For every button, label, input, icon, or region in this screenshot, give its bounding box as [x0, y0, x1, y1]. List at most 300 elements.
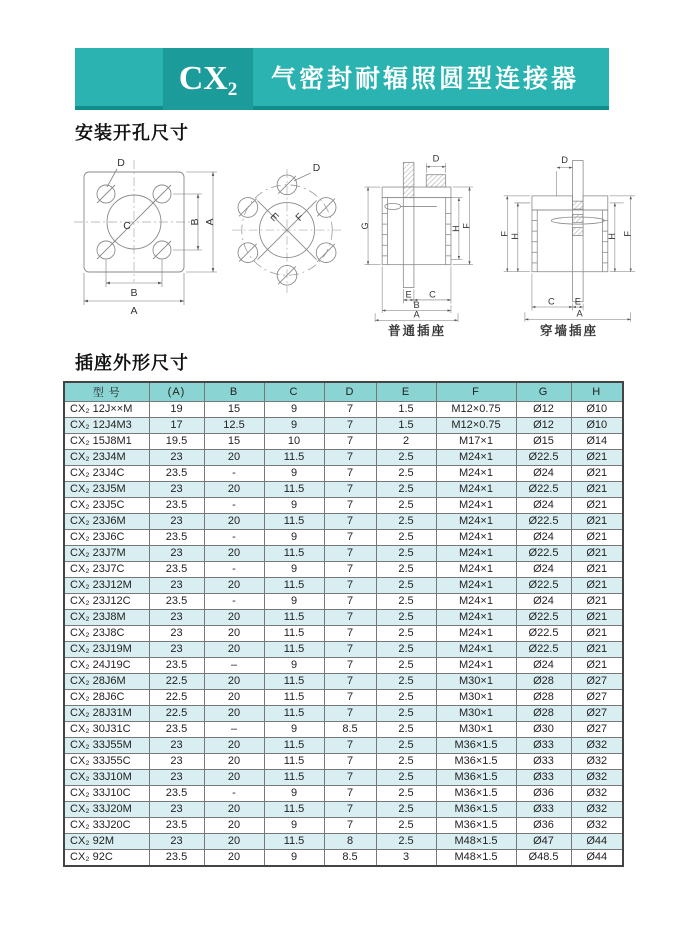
- model-cell: CX₂ 33J20C: [64, 817, 149, 833]
- value-cell: Ø21: [571, 561, 623, 577]
- value-cell: 15: [204, 433, 264, 449]
- model-cell: CX₂ 33J20M: [64, 801, 149, 817]
- value-cell: –: [204, 721, 264, 737]
- value-cell: 17: [149, 417, 204, 433]
- drawing-square-flange: [72, 150, 222, 318]
- value-cell: 9: [264, 593, 324, 609]
- value-cell: 20: [204, 545, 264, 561]
- value-cell: 23: [149, 801, 204, 817]
- dim-label-f: F: [461, 223, 472, 229]
- value-cell: 2.5: [376, 801, 436, 817]
- dim-label-h-left: H: [509, 233, 520, 240]
- value-cell: M12×0.75: [436, 417, 516, 433]
- dimension-lines: [504, 168, 635, 322]
- value-cell: Ø32: [571, 785, 623, 801]
- dimension-lines: [84, 172, 217, 305]
- centerlines: [232, 169, 342, 293]
- value-cell: 2.5: [376, 577, 436, 593]
- value-cell: Ø30: [516, 721, 571, 737]
- table-row: [64, 417, 623, 433]
- value-cell: Ø32: [571, 769, 623, 785]
- value-cell: Ø33: [516, 753, 571, 769]
- column-header: F: [436, 382, 516, 401]
- value-cell: 23.5: [149, 721, 204, 737]
- value-cell: 22.5: [149, 689, 204, 705]
- column-header: B: [204, 382, 264, 401]
- value-cell: Ø21: [571, 609, 623, 625]
- value-cell: -: [204, 593, 264, 609]
- column-header: G: [516, 382, 571, 401]
- value-cell: M24×1: [436, 449, 516, 465]
- value-cell: M24×1: [436, 497, 516, 513]
- table-row: [64, 577, 623, 593]
- table-row: [64, 609, 623, 625]
- value-cell: Ø24: [516, 561, 571, 577]
- value-cell: 9: [264, 785, 324, 801]
- value-cell: Ø32: [571, 801, 623, 817]
- model-cell: CX₂ 23J8C: [64, 625, 149, 641]
- series-logo-text: CX: [178, 60, 228, 97]
- dim-label-e: E: [405, 289, 412, 300]
- value-cell: M24×1: [436, 481, 516, 497]
- value-cell: 11.5: [264, 705, 324, 721]
- value-cell: M24×1: [436, 625, 516, 641]
- value-cell: M36×1.5: [436, 753, 516, 769]
- dim-label-f: F: [293, 211, 307, 224]
- dim-label-a-side: A: [204, 218, 216, 226]
- table-row: [64, 497, 623, 513]
- value-cell: Ø33: [516, 737, 571, 753]
- value-cell: 20: [204, 737, 264, 753]
- value-cell: 2.5: [376, 705, 436, 721]
- value-cell: 23.5: [149, 593, 204, 609]
- model-cell: CX₂ 28J6C: [64, 689, 149, 705]
- model-cell: CX₂ 92M: [64, 833, 149, 849]
- column-header: (A): [149, 382, 204, 401]
- value-cell: 2.5: [376, 481, 436, 497]
- value-cell: Ø44: [571, 849, 623, 866]
- value-cell: 20: [204, 673, 264, 689]
- value-cell: 23.5: [149, 561, 204, 577]
- value-cell: 20: [204, 689, 264, 705]
- value-cell: 9: [264, 401, 324, 417]
- value-cell: 2: [376, 433, 436, 449]
- dim-label-c: C: [429, 289, 436, 300]
- header-banner: [75, 48, 609, 110]
- value-cell: Ø21: [571, 641, 623, 657]
- table-row: [64, 849, 623, 866]
- value-cell: Ø24: [516, 529, 571, 545]
- dim-label-f-right: F: [622, 230, 633, 237]
- value-cell: Ø21: [571, 465, 623, 481]
- value-cell: 2.5: [376, 609, 436, 625]
- dim-label-d: D: [117, 157, 125, 169]
- value-cell: 8.5: [324, 849, 376, 866]
- model-cell: CX₂ 28J6M: [64, 673, 149, 689]
- dim-label-h: H: [450, 225, 461, 232]
- value-cell: 7: [324, 785, 376, 801]
- value-cell: Ø28: [516, 689, 571, 705]
- value-cell: 20: [204, 833, 264, 849]
- value-cell: 11.5: [264, 801, 324, 817]
- value-cell: 23.5: [149, 497, 204, 513]
- value-cell: 2.5: [376, 513, 436, 529]
- value-cell: M24×1: [436, 465, 516, 481]
- value-cell: 20: [204, 641, 264, 657]
- value-cell: 2.5: [376, 545, 436, 561]
- value-cell: 22.5: [149, 705, 204, 721]
- dim-label-d: D: [312, 163, 321, 175]
- column-header: 型 号: [64, 382, 149, 401]
- value-cell: Ø27: [571, 705, 623, 721]
- value-cell: 7: [324, 737, 376, 753]
- section-title-mounting: 安装开孔尺寸: [75, 123, 189, 143]
- value-cell: 7: [324, 545, 376, 561]
- value-cell: 2.5: [376, 641, 436, 657]
- value-cell: Ø24: [516, 465, 571, 481]
- value-cell: 7: [324, 513, 376, 529]
- value-cell: 9: [264, 497, 324, 513]
- value-cell: M36×1.5: [436, 817, 516, 833]
- value-cell: -: [204, 497, 264, 513]
- value-cell: 2.5: [376, 529, 436, 545]
- centerlines: [74, 160, 194, 282]
- model-cell: CX₂ 23J6M: [64, 513, 149, 529]
- value-cell: M24×1: [436, 577, 516, 593]
- dim-label-b: B: [130, 287, 138, 299]
- value-cell: 23.5: [149, 465, 204, 481]
- model-cell: CX₂ 23J5C: [64, 497, 149, 513]
- value-cell: Ø32: [571, 737, 623, 753]
- table-row: [64, 481, 623, 497]
- table-row: [64, 401, 623, 417]
- value-cell: 11.5: [264, 609, 324, 625]
- value-cell: Ø15: [516, 433, 571, 449]
- model-cell: CX₂ 23J6C: [64, 529, 149, 545]
- value-cell: 11.5: [264, 737, 324, 753]
- value-cell: 20: [204, 625, 264, 641]
- value-cell: 11.5: [264, 769, 324, 785]
- spec-table-head: [64, 382, 623, 401]
- value-cell: 11.5: [264, 449, 324, 465]
- value-cell: 11.5: [264, 833, 324, 849]
- table-row: [64, 785, 623, 801]
- value-cell: 9: [264, 529, 324, 545]
- value-cell: M30×1: [436, 673, 516, 689]
- value-cell: 8: [324, 833, 376, 849]
- model-cell: CX₂ 23J12C: [64, 593, 149, 609]
- value-cell: 10: [264, 433, 324, 449]
- value-cell: 9: [264, 465, 324, 481]
- table-row: [64, 529, 623, 545]
- model-cell: CX₂ 23J12M: [64, 577, 149, 593]
- value-cell: 2.5: [376, 673, 436, 689]
- table-row: [64, 513, 623, 529]
- value-cell: M36×1.5: [436, 769, 516, 785]
- value-cell: 20: [204, 449, 264, 465]
- dim-label-a: A: [576, 308, 583, 319]
- value-cell: 7: [324, 465, 376, 481]
- caption-throughwall-socket: 穿墙插座: [539, 324, 598, 338]
- model-cell: CX₂ 23J7M: [64, 545, 149, 561]
- value-cell: Ø27: [571, 673, 623, 689]
- value-cell: 23.5: [149, 529, 204, 545]
- value-cell: 9: [264, 561, 324, 577]
- value-cell: 20: [204, 817, 264, 833]
- value-cell: 11.5: [264, 481, 324, 497]
- value-cell: 20: [204, 849, 264, 866]
- value-cell: 9: [264, 849, 324, 866]
- table-row: [64, 689, 623, 705]
- table-row: [64, 673, 623, 689]
- value-cell: M36×1.5: [436, 801, 516, 817]
- value-cell: Ø22.5: [516, 609, 571, 625]
- value-cell: 2.5: [376, 449, 436, 465]
- value-cell: 20: [204, 481, 264, 497]
- dim-label-e: E: [267, 211, 281, 224]
- model-cell: CX₂ 33J55C: [64, 753, 149, 769]
- value-cell: Ø36: [516, 785, 571, 801]
- value-cell: M12×0.75: [436, 401, 516, 417]
- value-cell: 2.5: [376, 593, 436, 609]
- dim-label-c: C: [123, 220, 131, 232]
- value-cell: Ø22.5: [516, 449, 571, 465]
- value-cell: Ø10: [571, 401, 623, 417]
- model-cell: CX₂ 23J4C: [64, 465, 149, 481]
- value-cell: -: [204, 465, 264, 481]
- value-cell: 7: [324, 529, 376, 545]
- section-title-outline: 插座外形尺寸: [75, 353, 189, 373]
- value-cell: 11.5: [264, 641, 324, 657]
- value-cell: 11.5: [264, 673, 324, 689]
- value-cell: 15: [204, 401, 264, 417]
- value-cell: Ø24: [516, 657, 571, 673]
- value-cell: Ø14: [571, 433, 623, 449]
- table-row: [64, 433, 623, 449]
- value-cell: Ø12: [516, 417, 571, 433]
- dim-label-b-side: B: [189, 218, 201, 226]
- value-cell: 20: [204, 609, 264, 625]
- table-row: [64, 449, 623, 465]
- table-row: [64, 769, 623, 785]
- spec-table: [63, 381, 624, 867]
- value-cell: Ø33: [516, 801, 571, 817]
- value-cell: Ø21: [571, 577, 623, 593]
- value-cell: 2.5: [376, 817, 436, 833]
- value-cell: –: [204, 657, 264, 673]
- value-cell: Ø21: [571, 593, 623, 609]
- value-cell: -: [204, 561, 264, 577]
- column-header: E: [376, 382, 436, 401]
- table-row: [64, 625, 623, 641]
- value-cell: 23.5: [149, 817, 204, 833]
- value-cell: 7: [324, 801, 376, 817]
- table-row: [64, 817, 623, 833]
- model-cell: CX₂ 12J4M3: [64, 417, 149, 433]
- value-cell: 23.5: [149, 657, 204, 673]
- value-cell: 7: [324, 577, 376, 593]
- table-row: [64, 561, 623, 577]
- value-cell: 20: [204, 577, 264, 593]
- value-cell: M24×1: [436, 657, 516, 673]
- value-cell: M30×1: [436, 705, 516, 721]
- page-title: 气密封耐辐照圆型连接器: [271, 65, 580, 93]
- dim-label-a: A: [413, 309, 420, 320]
- value-cell: 22.5: [149, 673, 204, 689]
- table-row: [64, 545, 623, 561]
- model-cell: CX₂ 24J19C: [64, 657, 149, 673]
- value-cell: 9: [264, 817, 324, 833]
- table-row: [64, 801, 623, 817]
- dim-label-b: B: [413, 299, 420, 310]
- model-cell: CX₂ 33J10C: [64, 785, 149, 801]
- value-cell: M24×1: [436, 529, 516, 545]
- value-cell: Ø21: [571, 449, 623, 465]
- value-cell: 7: [324, 449, 376, 465]
- value-cell: 1.5: [376, 401, 436, 417]
- value-cell: 11.5: [264, 513, 324, 529]
- dim-label-g: G: [360, 222, 371, 230]
- value-cell: 23.5: [149, 785, 204, 801]
- table-row: [64, 657, 623, 673]
- model-cell: CX₂ 12J××M: [64, 401, 149, 417]
- value-cell: M24×1: [436, 513, 516, 529]
- value-cell: 20: [204, 769, 264, 785]
- value-cell: 11.5: [264, 545, 324, 561]
- value-cell: Ø21: [571, 481, 623, 497]
- value-cell: 7: [324, 705, 376, 721]
- dim-label-h-right: H: [606, 233, 617, 240]
- value-cell: M30×1: [436, 721, 516, 737]
- value-cell: 2.5: [376, 625, 436, 641]
- value-cell: Ø36: [516, 817, 571, 833]
- value-cell: 11.5: [264, 625, 324, 641]
- value-cell: Ø22.5: [516, 641, 571, 657]
- value-cell: 11.5: [264, 689, 324, 705]
- value-cell: 9: [264, 657, 324, 673]
- value-cell: 23: [149, 737, 204, 753]
- value-cell: M17×1: [436, 433, 516, 449]
- value-cell: Ø21: [571, 625, 623, 641]
- value-cell: 7: [324, 401, 376, 417]
- value-cell: Ø48.5: [516, 849, 571, 866]
- value-cell: 23: [149, 833, 204, 849]
- value-cell: 7: [324, 625, 376, 641]
- value-cell: 7: [324, 593, 376, 609]
- value-cell: 2.5: [376, 561, 436, 577]
- column-header: C: [264, 382, 324, 401]
- model-cell: CX₂ 15J8M1: [64, 433, 149, 449]
- value-cell: Ø22.5: [516, 625, 571, 641]
- value-cell: 7: [324, 497, 376, 513]
- drawing-throughwall-socket: [498, 150, 640, 322]
- value-cell: 23: [149, 449, 204, 465]
- model-cell: CX₂ 33J10M: [64, 769, 149, 785]
- value-cell: 2.5: [376, 721, 436, 737]
- value-cell: 2.5: [376, 753, 436, 769]
- model-cell: CX₂ 23J4M: [64, 449, 149, 465]
- value-cell: Ø27: [571, 689, 623, 705]
- value-cell: Ø12: [516, 401, 571, 417]
- value-cell: 2.5: [376, 769, 436, 785]
- value-cell: Ø21: [571, 513, 623, 529]
- value-cell: M24×1: [436, 641, 516, 657]
- value-cell: 20: [204, 705, 264, 721]
- value-cell: M48×1.5: [436, 833, 516, 849]
- table-row: [64, 705, 623, 721]
- drawing-round-flange: [228, 153, 346, 313]
- value-cell: 20: [204, 801, 264, 817]
- value-cell: 7: [324, 481, 376, 497]
- series-logo-subscript: 2: [227, 79, 238, 100]
- value-cell: Ø21: [571, 545, 623, 561]
- value-cell: 2.5: [376, 689, 436, 705]
- value-cell: 23: [149, 481, 204, 497]
- model-cell: CX₂ 23J7C: [64, 561, 149, 577]
- value-cell: 7: [324, 561, 376, 577]
- value-cell: 3: [376, 849, 436, 866]
- value-cell: Ø22.5: [516, 513, 571, 529]
- value-cell: Ø10: [571, 417, 623, 433]
- series-logo: [163, 48, 253, 110]
- value-cell: 19.5: [149, 433, 204, 449]
- header-row: [64, 382, 623, 401]
- dim-label-f-left: F: [499, 230, 510, 237]
- value-cell: 1.5: [376, 417, 436, 433]
- model-cell: CX₂ 30J31C: [64, 721, 149, 737]
- value-cell: 7: [324, 769, 376, 785]
- value-cell: M24×1: [436, 545, 516, 561]
- table-row: [64, 465, 623, 481]
- dim-label-a: A: [130, 305, 138, 317]
- value-cell: Ø27: [571, 721, 623, 737]
- value-cell: Ø21: [571, 529, 623, 545]
- column-header: D: [324, 382, 376, 401]
- value-cell: 7: [324, 433, 376, 449]
- value-cell: Ø21: [571, 657, 623, 673]
- value-cell: 8.5: [324, 721, 376, 737]
- value-cell: M48×1.5: [436, 849, 516, 866]
- value-cell: 12.5: [204, 417, 264, 433]
- spec-table-body: [64, 401, 623, 866]
- table-row: [64, 641, 623, 657]
- dim-label-c: C: [548, 296, 555, 307]
- value-cell: 23.5: [149, 849, 204, 866]
- value-cell: 7: [324, 689, 376, 705]
- dim-label-d: D: [432, 153, 440, 164]
- value-cell: 23: [149, 769, 204, 785]
- socket-outline: [382, 162, 451, 287]
- value-cell: Ø44: [571, 833, 623, 849]
- model-cell: CX₂ 28J31M: [64, 705, 149, 721]
- drawing-normal-socket: [356, 150, 478, 322]
- value-cell: 9: [264, 417, 324, 433]
- value-cell: 11.5: [264, 577, 324, 593]
- value-cell: 7: [324, 641, 376, 657]
- value-cell: M24×1: [436, 609, 516, 625]
- model-cell: CX₂ 92C: [64, 849, 149, 866]
- value-cell: 20: [204, 753, 264, 769]
- value-cell: -: [204, 785, 264, 801]
- value-cell: Ø33: [516, 769, 571, 785]
- socket-outline: [532, 161, 608, 302]
- value-cell: 23: [149, 641, 204, 657]
- value-cell: 11.5: [264, 753, 324, 769]
- value-cell: Ø47: [516, 833, 571, 849]
- value-cell: 7: [324, 817, 376, 833]
- value-cell: 9: [264, 721, 324, 737]
- value-cell: Ø22.5: [516, 545, 571, 561]
